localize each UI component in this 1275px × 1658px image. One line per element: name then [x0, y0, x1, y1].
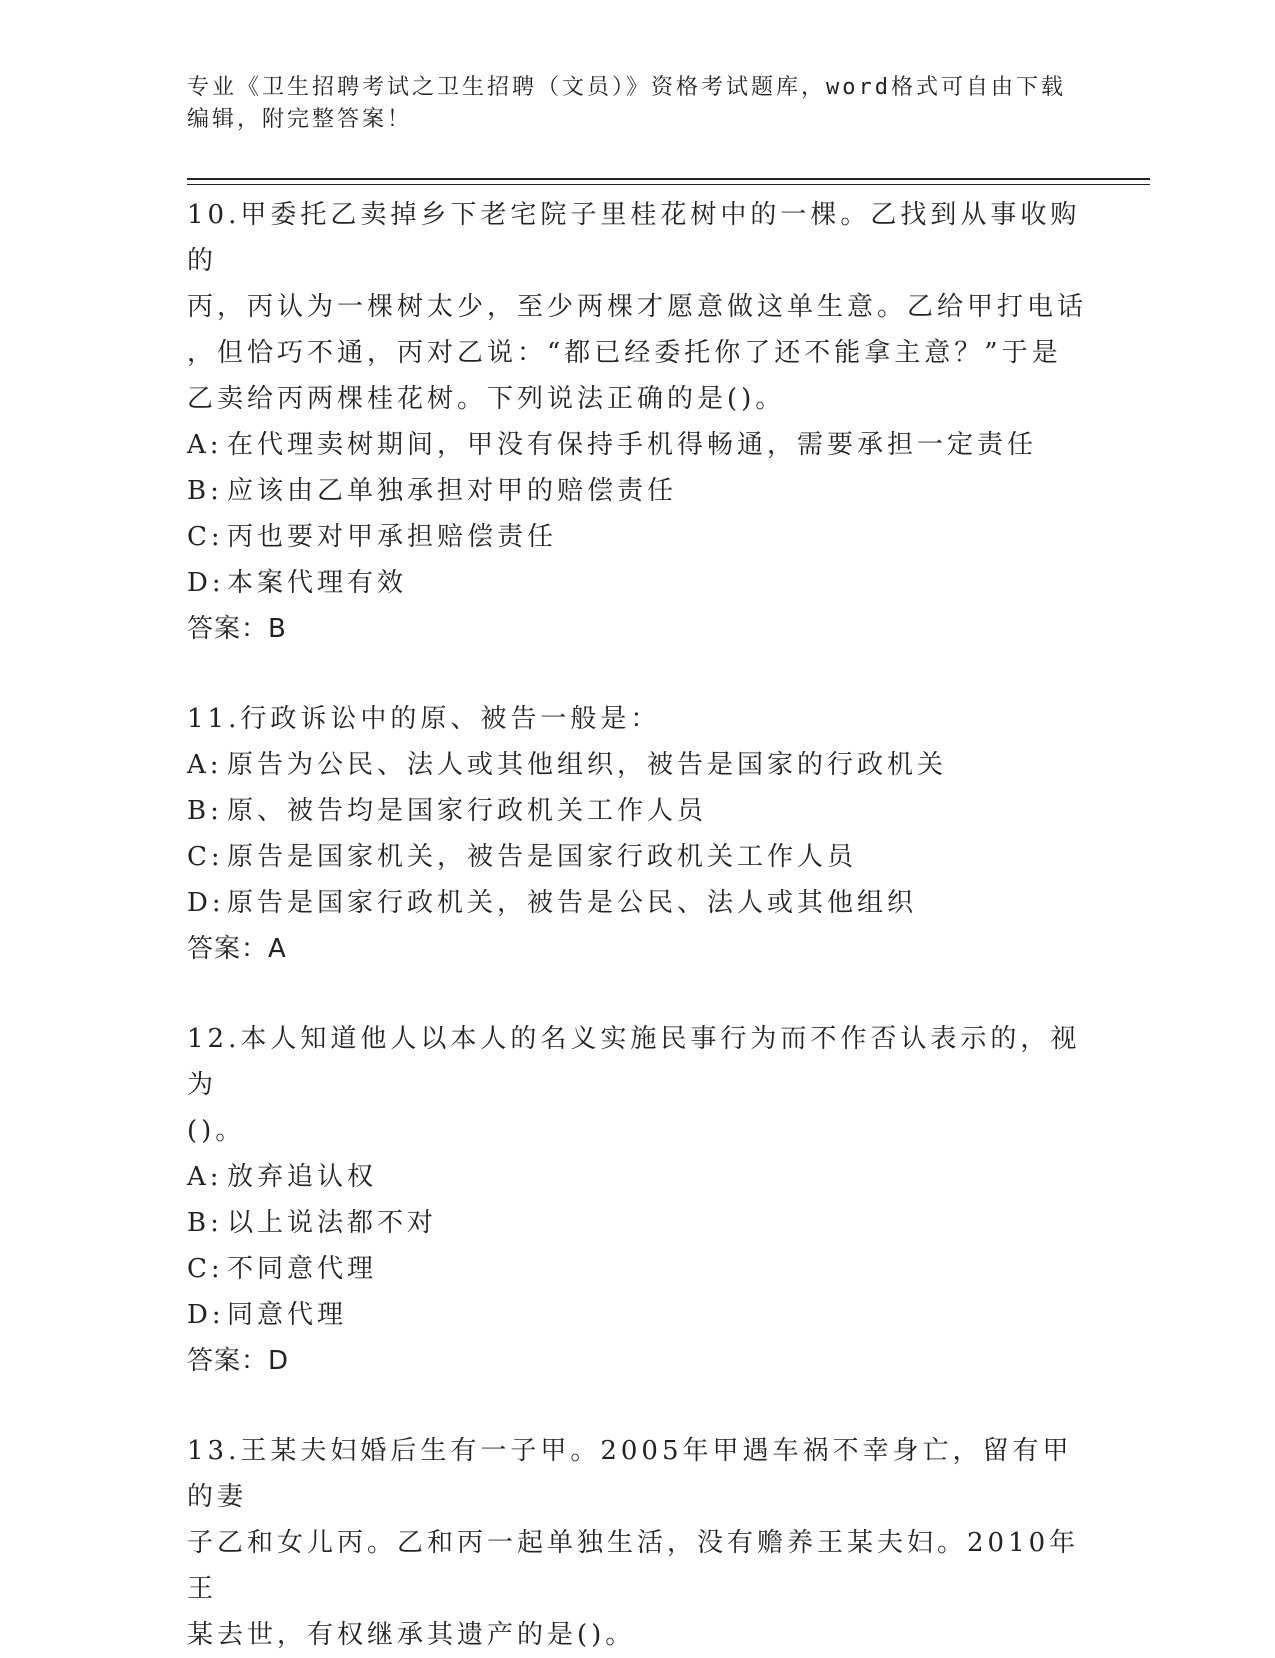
option-letter: A:: [187, 430, 223, 460]
option-a: [187, 1154, 1087, 1200]
question-spacer: [187, 1384, 1087, 1428]
option-text: 原告是国家机关，被告是国家行政机关工作人员: [227, 842, 858, 872]
option-letter: A:: [187, 1162, 223, 1192]
option-text: 丙也要对甲承担赔偿责任: [227, 522, 558, 552]
option-text: 不同意代理: [227, 1254, 378, 1284]
option-d: [187, 1292, 1087, 1338]
header-line-1: 专业《卫生招聘考试之卫生招聘（文员）》资格考试题库，word格式可自由下载: [187, 75, 1066, 100]
option-text: 原、被告均是国家行政机关工作人员: [227, 796, 708, 826]
option-text: 应该由乙单独承担对甲的赔偿责任: [227, 476, 678, 506]
answer-line: 答案：D: [187, 1346, 290, 1376]
option-letter: C:: [187, 1254, 224, 1284]
option-text: 在代理卖树期间，甲没有保持手机得畅通，需要承担一定责任: [227, 430, 1038, 460]
question-11: [187, 696, 1087, 972]
question-text-line: ()。: [187, 1116, 246, 1146]
option-text: 原告是国家行政机关，被告是公民、法人或其他组织: [227, 888, 918, 918]
option-d: [187, 560, 1087, 606]
option-c: [187, 514, 1087, 560]
header-divider-thick: [187, 178, 1150, 180]
option-text: 放弃追认权: [227, 1162, 378, 1192]
question-text-line: ，但恰巧不通，丙对乙说：“都已经委托你了还不能拿主意？”于是: [187, 338, 1062, 368]
option-letter: A:: [187, 750, 223, 780]
question-text-line: 子乙和女儿丙。乙和丙一起单独生活，没有赡养王某夫妇。2010年王: [187, 1528, 1080, 1604]
question-text-line: 丙，丙认为一棵树太少，至少两棵才愿意做这单生意。乙给甲打电话: [187, 292, 1088, 322]
option-letter: D:: [187, 1300, 225, 1330]
question-12: [187, 1016, 1087, 1384]
question-13: [187, 1428, 1087, 1658]
option-letter: D:: [187, 568, 225, 598]
option-letter: B:: [187, 476, 223, 506]
option-letter: B:: [187, 1208, 223, 1238]
option-c: [187, 1246, 1087, 1292]
question-text-line: 乙卖给丙两棵桂花树。下列说法正确的是()。: [187, 384, 786, 414]
question-spacer: [187, 652, 1087, 696]
option-letter: D:: [187, 888, 225, 918]
option-b: [187, 788, 1087, 834]
option-b: [187, 468, 1087, 514]
question-text-line: 某去世，有权继承其遗产的是()。: [187, 1620, 636, 1650]
document-header: [187, 72, 1067, 136]
option-text: 以上说法都不对: [227, 1208, 438, 1238]
question-10: [187, 192, 1087, 652]
option-b: [187, 1200, 1087, 1246]
option-text: 原告为公民、法人或其他组织，被告是国家的行政机关: [227, 750, 948, 780]
header-divider-thin: [187, 184, 1150, 185]
option-d: [187, 880, 1087, 926]
option-a: [187, 422, 1087, 468]
option-letter: C:: [187, 842, 224, 872]
answer-line: 答案：B: [187, 614, 287, 644]
question-text-line: 11.行政诉讼中的原、被告一般是：: [187, 704, 661, 734]
answer-line: 答案：A: [187, 934, 287, 964]
option-letter: B:: [187, 796, 223, 826]
header-line-2: 编辑，附完整答案！: [187, 107, 413, 132]
question-spacer: [187, 972, 1087, 1016]
question-text-line: 10.甲委托乙卖掉乡下老宅院子里桂花树中的一棵。乙找到从事收购的: [187, 200, 1081, 276]
option-letter: C:: [187, 522, 224, 552]
question-text-line: 12.本人知道他人以本人的名义实施民事行为而不作否认表示的，视为: [187, 1024, 1081, 1100]
option-c: [187, 834, 1087, 880]
option-text: 本案代理有效: [227, 568, 408, 598]
option-a: [187, 742, 1087, 788]
question-text-line: 13.王某夫妇婚后生有一子甲。2005年甲遇车祸不幸身亡，留有甲的妻: [187, 1436, 1073, 1512]
question-list: [187, 192, 1087, 1658]
option-text: 同意代理: [227, 1300, 348, 1330]
